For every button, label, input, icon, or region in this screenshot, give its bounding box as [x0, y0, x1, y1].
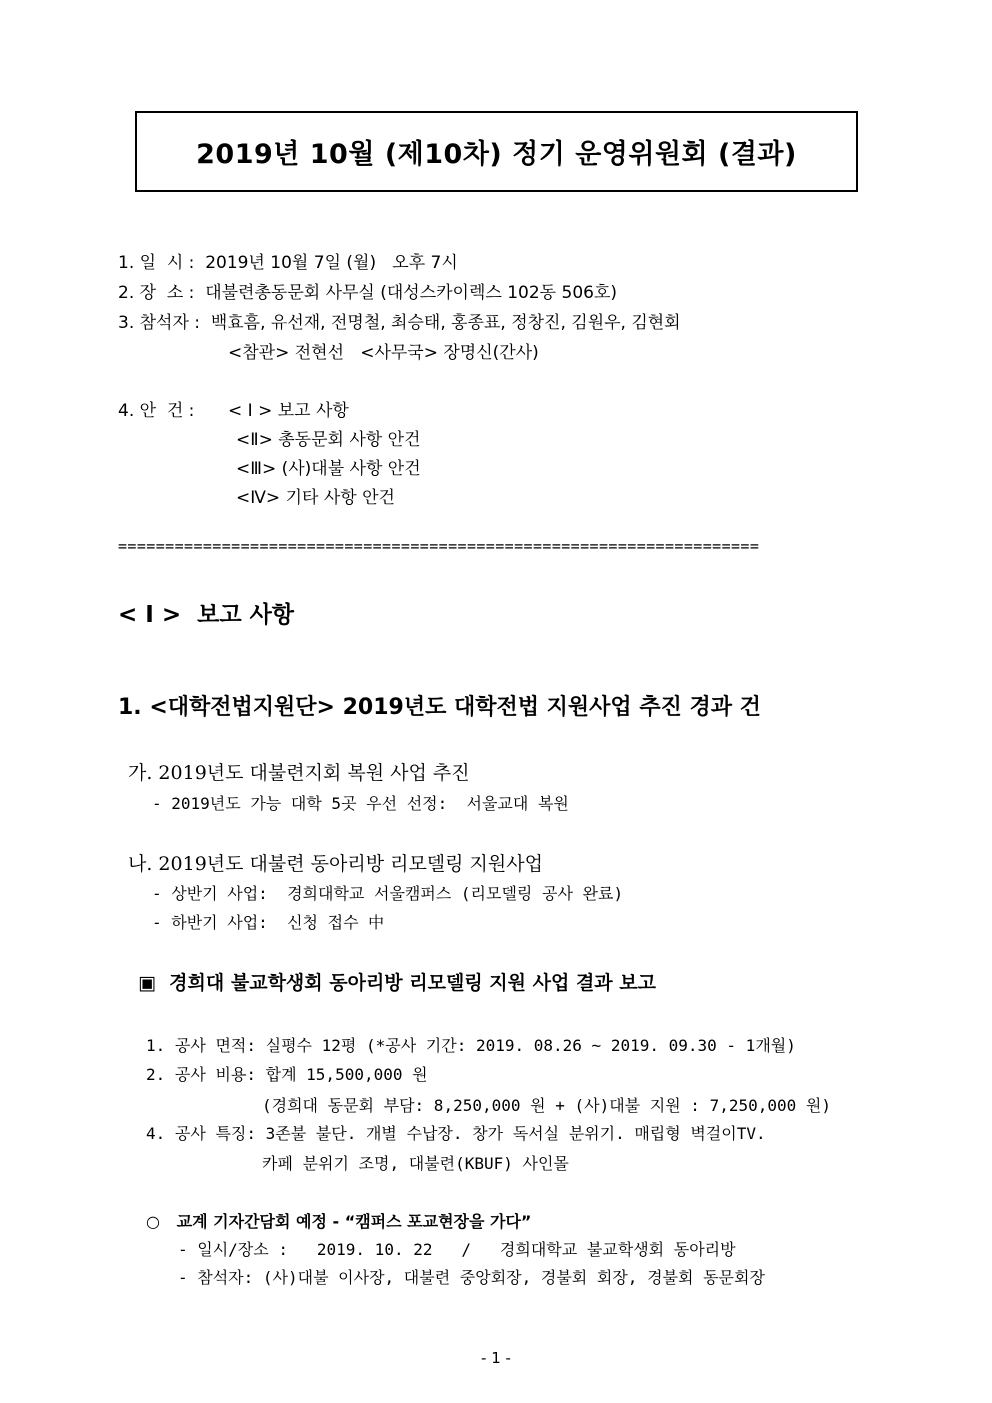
item1-na-line-2: - 하반기 사업: 신청 접수 中 [152, 913, 385, 932]
item1-ga-heading: 가. 2019년도 대불련지회 복원 사업 추진 [128, 762, 470, 784]
agenda-item-2: <Ⅱ> 총동문회 사항 안건 [236, 430, 421, 450]
meta-observers: <참관> 전현선 <사무국> 장명신(간사) [228, 343, 539, 363]
item1-ga-line-1: - 2019년도 가능 대학 5곳 우선 선정: 서울교대 복원 [152, 794, 569, 813]
report-line-2: 2. 공사 비용: 합계 15,500,000 원 [146, 1065, 428, 1084]
report-heading: ▣ 경희대 불교학생회 동아리방 리모델링 지원 사업 결과 보고 [138, 972, 656, 994]
item1-heading: 1. <대학전법지원단> 2019년도 대학전법 지원사업 추진 경과 건 [118, 695, 761, 720]
press-line-1: - 일시/장소 : 2019. 10. 22 / 경희대학교 불교학생회 동아리방 [178, 1240, 736, 1259]
meta-datetime: 1. 일 시 : 2019년 10월 7일 (월) 오후 7시 [118, 253, 458, 273]
agenda-item-1: < Ⅰ > 보고 사항 [228, 401, 349, 421]
report-line-5: 카페 분위기 조명, 대불련(KBUF) 사인몰 [262, 1154, 569, 1173]
press-heading: ○ 교계 기자간담회 예정 - “캠퍼스 포교현장을 가다” [146, 1212, 532, 1231]
meta-place: 2. 장 소 : 대불련총동문회 사무실 (대성스카이렉스 102동 506호) [118, 283, 618, 303]
document-title: 2019년 10월 (제10차) 정기 운영위원회 (결과) [196, 139, 797, 170]
press-line-2: - 참석자: (사)대불 이사장, 대불련 중앙회장, 경불회 회장, 경불회 동문회장 [178, 1268, 765, 1287]
report-line-4: 4. 공사 특징: 3존불 불단. 개별 수납장. 창가 독서실 분위기. 매립형 벽걸이TV. [146, 1124, 766, 1143]
agenda-item-3: <Ⅲ> (사)대불 사항 안건 [236, 459, 421, 479]
item1-na-heading: 나. 2019년도 대불련 동아리방 리모델링 지원사업 [128, 853, 543, 875]
agenda-label: 4. 안 건 : [118, 401, 195, 421]
report-line-3: (경희대 동문회 부담: 8,250,000 원 + (사)대불 지원 : 7,250,000 원) [262, 1096, 831, 1115]
report-line-1: 1. 공사 면적: 실평수 12평 (*공사 기간: 2019. 08.26 ~ 2019. 09.30 - 1개월) [146, 1036, 796, 1055]
agenda-item-4: <Ⅳ> 기타 사항 안건 [236, 488, 395, 508]
title-box [135, 111, 858, 192]
page-number: - 1 - [481, 1349, 511, 1367]
meta-attendees: 3. 참석자 : 백효흠, 유선재, 전명철, 최승태, 홍종표, 정창진, 김원우, 김현회 [118, 313, 681, 333]
separator-line: ==================================================================== [118, 537, 760, 555]
item1-na-line-1: - 상반기 사업: 경희대학교 서울캠퍼스 (리모델링 공사 완료) [152, 884, 624, 903]
section-title: < Ⅰ > 보고 사항 [118, 602, 295, 628]
